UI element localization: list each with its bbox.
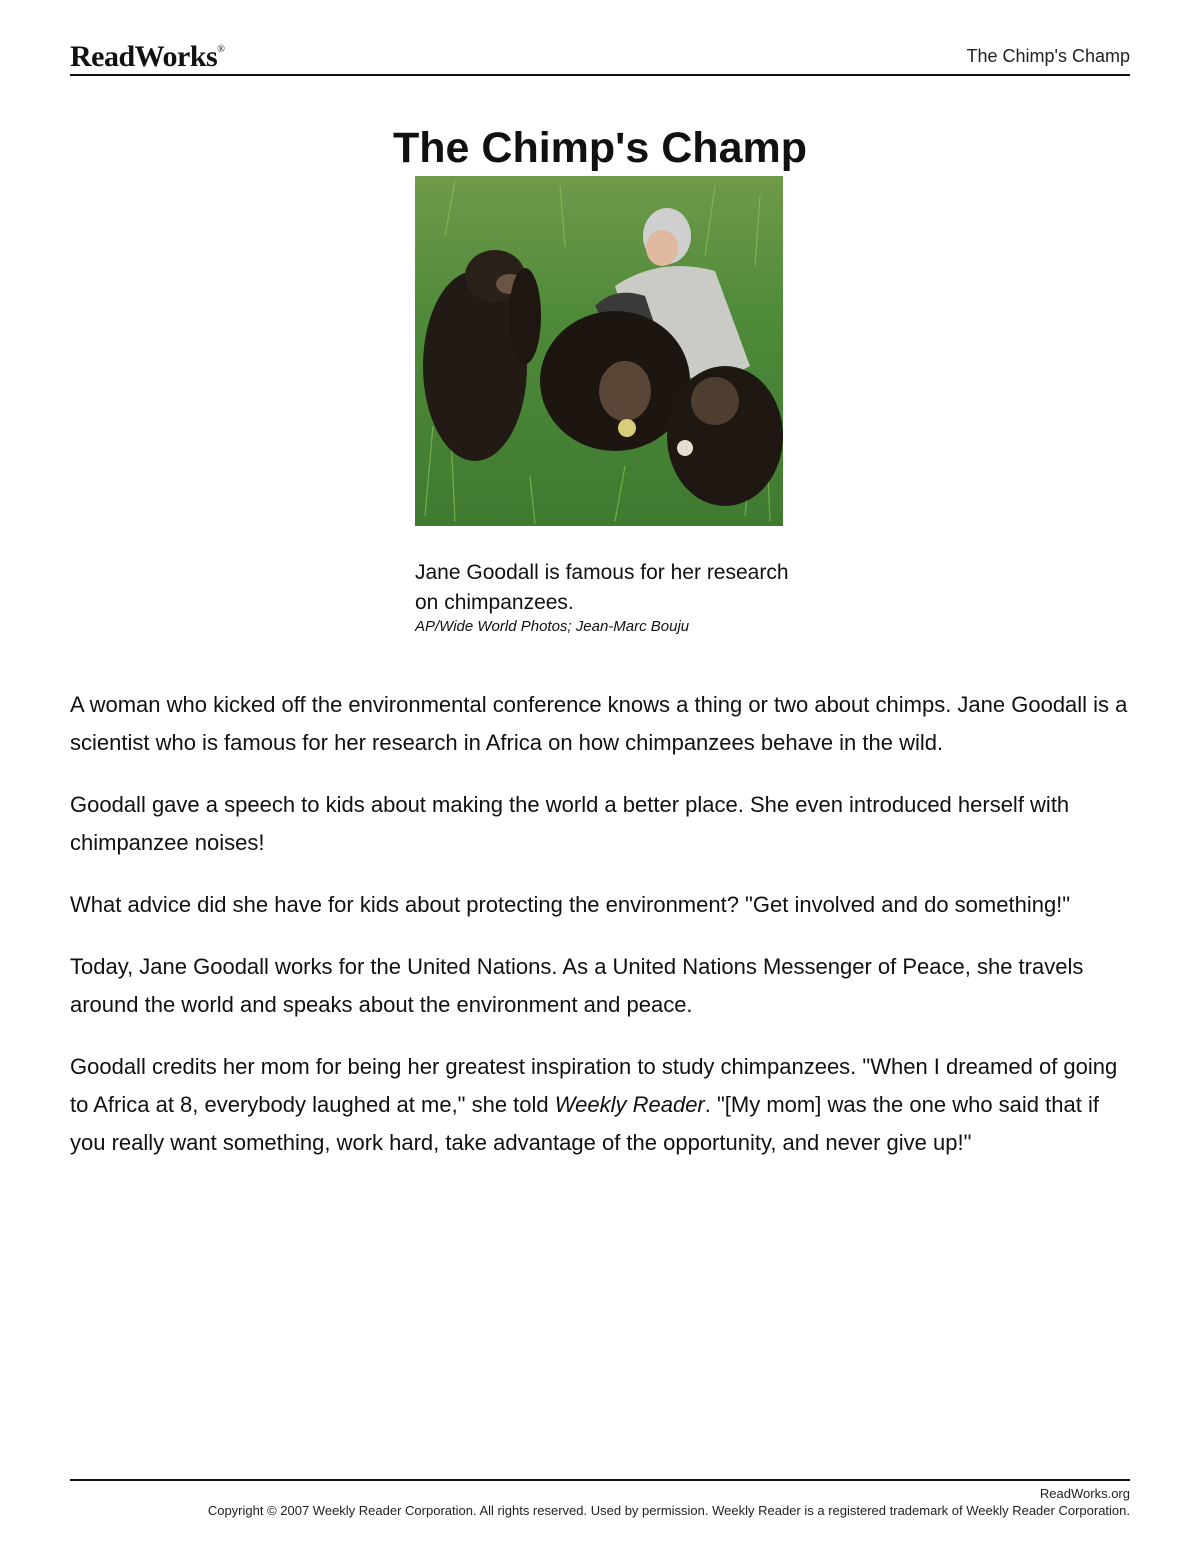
- goodall-chimpanzees-photo: [415, 176, 783, 526]
- paragraph: A woman who kicked off the environmental conference knows a thing or two about chimps. Jane Goodall is a scientist who is famous for her research in Africa on how chimpanzees behave in the wild.: [70, 692, 1128, 755]
- page-header: [70, 38, 1130, 74]
- paragraph: Today, Jane Goodall works for the United Nations. As a United Nations Messenger of Peace, she travels around the world and speaks about the environment and peace.: [70, 954, 1084, 1017]
- paragraph: What advice did she have for kids about protecting the environment? "Get involved and do something!": [70, 892, 1071, 917]
- registered-mark: ®: [217, 44, 225, 55]
- caption-text: Jane Goodall is famous for her research on chimpanzees.: [415, 561, 789, 614]
- paragraph: [70, 1048, 1132, 1162]
- paragraph: Goodall gave a speech to kids about making the world a better place. She even introduced herself with chimpanzee noises!: [70, 792, 1070, 855]
- paragraph-text: . "[My mom] was the one who said that if you really want something, work hard, take advantage of the opportunity, and never give up!": [70, 1092, 1099, 1155]
- footer-copyright: Copyright © 2007 Weekly Reader Corporation. All rights reserved. Used by permission. Weekly Reader is a registered trademark of Weekly Reader Corporation.: [207, 1503, 1130, 1518]
- photo-caption: [415, 558, 815, 636]
- article-title: The Chimp's Champ: [393, 124, 807, 172]
- photo-credit: AP/Wide World Photos; Jean-Marc Bouju: [415, 618, 690, 635]
- article-body: [70, 686, 1132, 1186]
- readworks-logo: [70, 40, 224, 74]
- header-divider: [70, 74, 1130, 76]
- footer-site: ReadWorks.org: [1039, 1486, 1130, 1501]
- publication-name: Weekly Reader: [554, 1092, 705, 1117]
- paragraph-text: Goodall credits her mom for being her greatest inspiration to study chimpanzees. "When I dreamed of going to Africa at 8, everybody laughed at me," she told: [70, 1054, 1118, 1117]
- brand-name: ReadWorks: [70, 40, 218, 73]
- footer-divider: [70, 1479, 1130, 1481]
- header-title: The Chimp's Champ: [966, 46, 1130, 66]
